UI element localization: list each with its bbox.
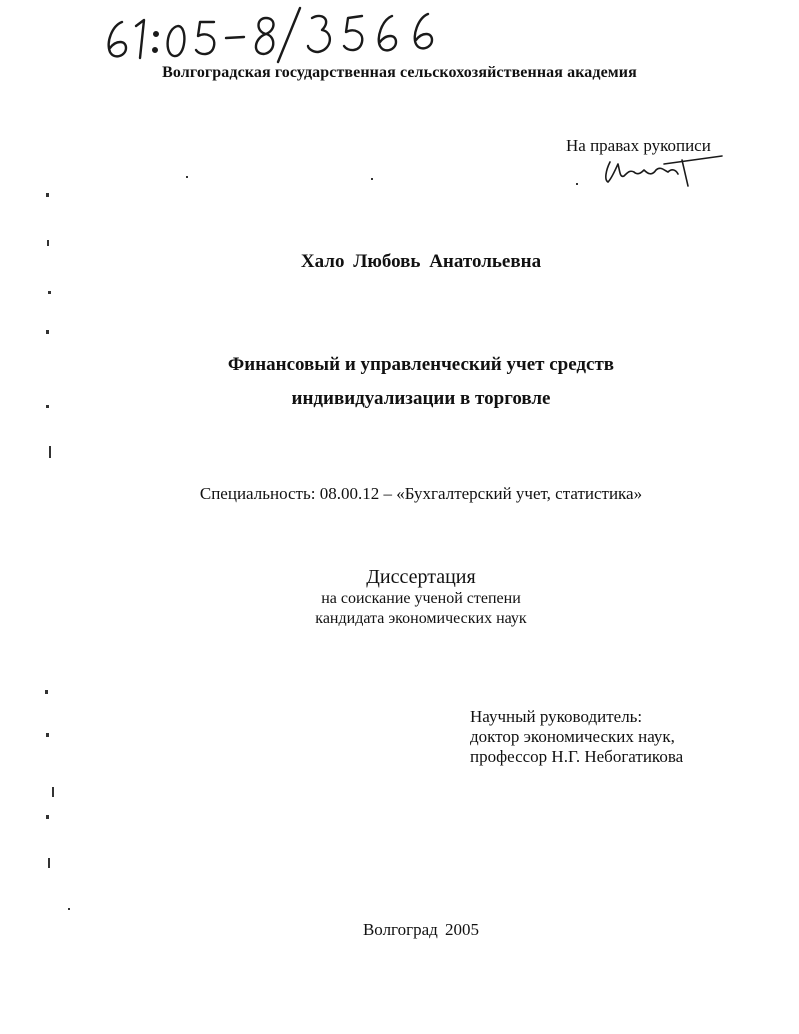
manuscript-rights-label: На правах рукописи — [566, 136, 711, 155]
scan-speck — [47, 240, 49, 246]
city-and-year: Волгоград 2005 — [362, 920, 480, 939]
handwritten-archive-code — [100, 4, 460, 64]
scan-speck — [46, 193, 49, 197]
scan-speck — [576, 183, 578, 185]
document-type: Диссертация — [366, 566, 476, 588]
dissertation-title-line-1: Финансовый и управленческий учет средств — [227, 354, 615, 375]
institution-name: Волгоградская государственная сельскохозяйственная академия — [162, 64, 637, 81]
handwritten-signature — [598, 150, 724, 190]
degree-line-1: на соискание ученой степени — [321, 590, 521, 607]
degree-line-2: кандидата экономических наук — [315, 610, 527, 627]
specialty-line: Специальность: 08.00.12 – «Бухгалтерский учет, статистика» — [199, 484, 643, 503]
advisor-heading: Научный руководитель: — [470, 707, 643, 726]
scan-speck — [186, 176, 188, 178]
scan-speck — [46, 330, 49, 334]
scan-speck — [371, 178, 373, 180]
scan-speck — [46, 733, 49, 737]
dissertation-title-line-2: индивидуализации в торговле — [291, 388, 551, 409]
scan-speck — [46, 405, 49, 408]
scan-speck — [48, 291, 51, 294]
advisor-degree: доктор экономических наук, — [470, 727, 675, 746]
scan-speck — [49, 446, 51, 458]
scan-speck — [52, 787, 54, 797]
author-name: Хало Любовь Анатольевна — [300, 251, 542, 272]
scan-speck — [46, 815, 49, 819]
scan-speck — [45, 690, 48, 694]
advisor-name: профессор Н.Г. Небогатикова — [470, 747, 684, 766]
scan-speck — [48, 858, 50, 868]
scan-speck — [68, 908, 70, 910]
